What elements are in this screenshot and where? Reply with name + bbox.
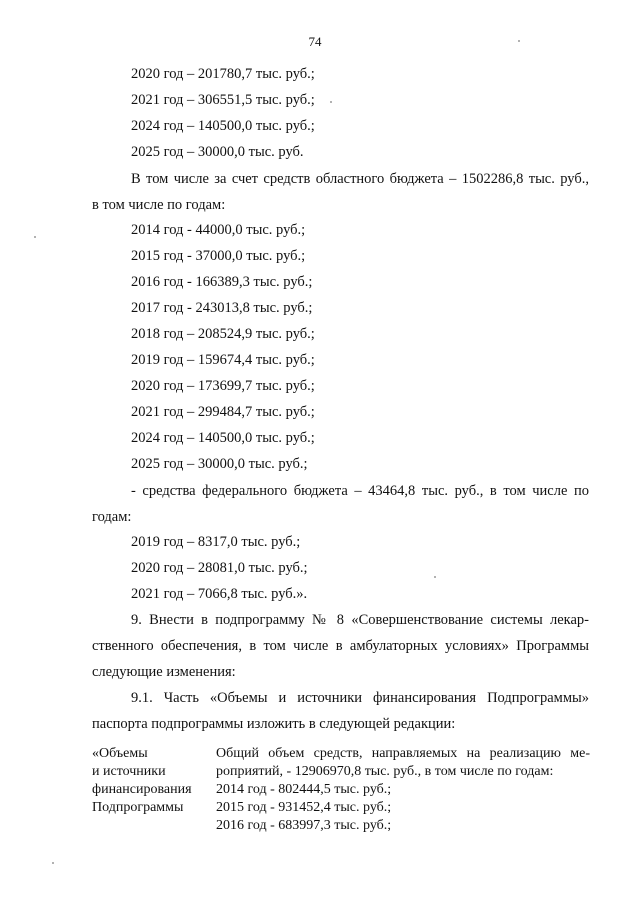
funding-line: 2024 год – 140500,0 тыс. руб.; [131, 118, 315, 134]
regional-budget-line: В том числе за счет средств областного бюджета – 1502286,8 тыс. руб., [131, 171, 589, 187]
table-label-line: и источники [92, 764, 166, 779]
item9-line: следующие изменения: [92, 664, 236, 680]
regional-year-line: 2025 год – 30000,0 тыс. руб.; [131, 456, 308, 472]
federal-budget-line: - средства федерального бюджета – 43464,8 тыс. руб., в том числе по [131, 483, 589, 499]
federal-year-line: 2021 год – 7066,8 тыс. руб.». [131, 586, 308, 602]
federal-year-line: 2019 год – 8317,0 тыс. руб.; [131, 534, 301, 550]
table-value-line: Общий объем средств, направляемых на реализацию ме- [216, 746, 590, 761]
funding-line: 2025 год – 30000,0 тыс. руб. [131, 144, 304, 160]
scan-speck [52, 862, 54, 864]
table-label-line: «Объемы [92, 746, 148, 761]
regional-year-line: 2020 год – 173699,7 тыс. руб.; [131, 378, 315, 394]
item9-1-line: паспорта подпрограммы изложить в следующей редакции: [92, 716, 456, 732]
federal-year-line: 2020 год – 28081,0 тыс. руб.; [131, 560, 308, 576]
scan-speck [518, 40, 520, 42]
regional-year-line: 2014 год - 44000,0 тыс. руб.; [131, 222, 306, 238]
regional-budget-line: в том числе по годам: [92, 197, 226, 213]
table-value-line: 2015 год - 931452,4 тыс. руб.; [216, 800, 392, 815]
regional-year-line: 2016 год - 166389,3 тыс. руб.; [131, 274, 313, 290]
scan-speck [434, 576, 436, 578]
table-label-line: Подпрограммы [92, 800, 184, 815]
regional-year-line: 2015 год - 37000,0 тыс. руб.; [131, 248, 306, 264]
scan-speck [330, 101, 332, 103]
regional-year-line: 2018 год – 208524,9 тыс. руб.; [131, 326, 315, 342]
regional-year-line: 2019 год – 159674,4 тыс. руб.; [131, 352, 315, 368]
table-value-line: 2016 год - 683997,3 тыс. руб.; [216, 818, 392, 833]
scan-speck [34, 236, 36, 238]
regional-year-line: 2024 год – 140500,0 тыс. руб.; [131, 430, 315, 446]
regional-year-line: 2017 год - 243013,8 тыс. руб.; [131, 300, 313, 316]
table-label-line: финансирования [92, 782, 192, 797]
page-number: 74 [308, 34, 322, 49]
table-value-line: 2014 год - 802444,5 тыс. руб.; [216, 782, 392, 797]
funding-line: 2020 год – 201780,7 тыс. руб.; [131, 66, 315, 82]
table-value-line: роприятий, - 12906970,8 тыс. руб., в том числе по годам: [216, 764, 554, 779]
item9-line: 9. Внести в подпрограмму № 8 «Совершенствование системы лекар- [131, 612, 589, 628]
item9-line: ственного обеспечения, в том числе в амбулаторных условиях» Программы [92, 638, 589, 654]
federal-budget-line: годам: [92, 509, 132, 525]
item9-1-line: 9.1. Часть «Объемы и источники финансирования Подпрограммы» [131, 690, 589, 706]
regional-year-line: 2021 год – 299484,7 тыс. руб.; [131, 404, 315, 420]
funding-line: 2021 год – 306551,5 тыс. руб.; [131, 92, 315, 108]
